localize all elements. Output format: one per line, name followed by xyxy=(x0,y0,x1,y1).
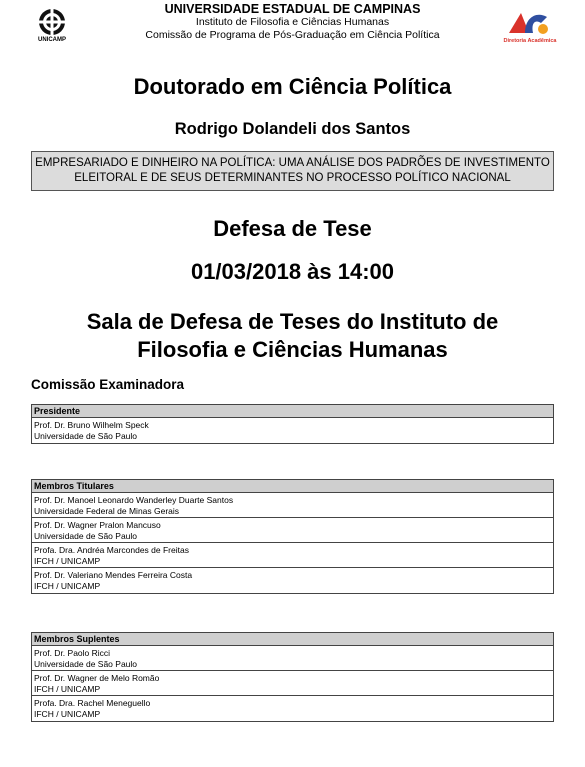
group-header: Membros Suplentes xyxy=(32,633,553,646)
committee-group-titulares xyxy=(31,479,554,594)
university-name: UNIVERSIDADE ESTADUAL DE CAMPINAS xyxy=(164,2,421,16)
member-name: Prof. Dr. Manoel Leonardo Wanderley Duarte Santos xyxy=(34,495,234,505)
document-header xyxy=(0,0,585,48)
candidate-name: Rodrigo Dolandeli dos Santos xyxy=(174,120,411,138)
member-name: Prof. Dr. Wagner de Melo Romão xyxy=(34,673,160,683)
member-affiliation: Universidade de São Paulo xyxy=(34,530,138,541)
unicamp-logo xyxy=(30,6,74,46)
header-text-block xyxy=(90,3,495,42)
committee-member xyxy=(32,568,553,593)
event-location xyxy=(0,308,585,364)
event-type: Defesa de Tese xyxy=(213,216,372,241)
committee-member xyxy=(32,543,553,568)
unicamp-logo-text: UNICAMP xyxy=(38,37,66,43)
committee-member xyxy=(32,696,553,721)
committee-member xyxy=(32,671,553,696)
member-name: Profa. Dra. Andréa Marcondes de Freitas xyxy=(34,545,189,555)
member-name: Prof. Dr. Bruno Wilhelm Speck xyxy=(34,420,149,430)
member-affiliation: Universidade Federal de Minas Gerais xyxy=(34,505,180,516)
committee-member xyxy=(32,418,553,443)
member-affiliation: Universidade de São Paulo xyxy=(34,658,138,669)
group-header: Presidente xyxy=(32,405,553,418)
committee-member xyxy=(32,518,553,543)
committee-group-suplentes xyxy=(31,632,554,722)
member-affiliation: IFCH / UNICAMP xyxy=(34,708,101,719)
institute-name: Instituto de Filosofia e Ciências Humanas xyxy=(195,16,390,28)
event-datetime: 01/03/2018 às 14:00 xyxy=(190,259,395,284)
program-title: Doutorado em Ciência Política xyxy=(133,74,452,99)
member-affiliation: IFCH / UNICAMP xyxy=(34,683,101,694)
committee-member xyxy=(32,493,553,518)
member-affiliation: Universidade de São Paulo xyxy=(34,430,138,441)
member-affiliation: IFCH / UNICAMP xyxy=(34,580,101,591)
thesis-title-line: ELEITORAL E DE SEUS DETERMINANTES NO PROCESSO POLÍTICO NACIONAL xyxy=(74,172,511,184)
location-line: Sala de Defesa de Teses do Instituto de xyxy=(86,309,499,334)
commission-name: Comissão de Programa de Pós-Graduação em Ciência Política xyxy=(145,29,440,41)
member-affiliation: IFCH / UNICAMP xyxy=(34,555,101,566)
member-name: Prof. Dr. Wagner Pralon Mancuso xyxy=(34,520,161,530)
location-line: Filosofia e Ciências Humanas xyxy=(137,337,448,362)
committee-member xyxy=(32,646,553,671)
dac-logo-mark-icon xyxy=(503,7,557,39)
thesis-title-box xyxy=(31,151,554,191)
diretoria-academica-logo xyxy=(503,7,557,47)
group-header: Membros Titulares xyxy=(32,480,553,493)
member-name: Prof. Dr. Valeriano Mendes Ferreira Costa xyxy=(34,570,193,580)
committee-group-president xyxy=(31,404,554,444)
member-name: Prof. Dr. Paolo Ricci xyxy=(34,648,111,658)
thesis-title-line: EMPRESARIADO E DINHEIRO NA POLÍTICA: UMA ANÁLISE DOS PADRÕES DE INVESTIMENTO xyxy=(35,157,550,169)
member-name: Profa. Dra. Rachel Meneguello xyxy=(34,698,151,708)
dac-logo-text: Diretoria Acadêmica xyxy=(503,38,557,44)
committee-heading: Comissão Examinadora xyxy=(31,377,185,392)
